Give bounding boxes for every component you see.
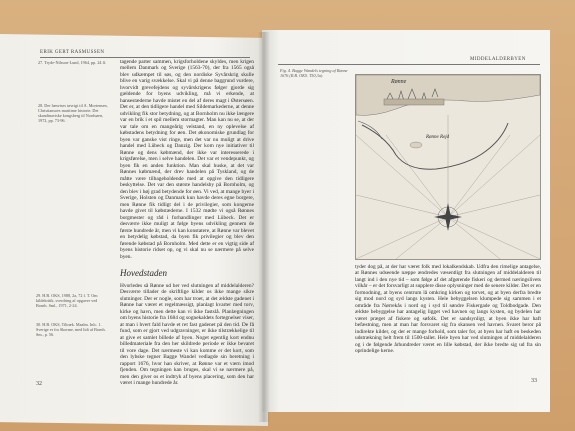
- right-paragraph: tyder dog på, at der har været folk med lokalkendskab. Udfra den rimelige antagelse, at Rønnes udseende næppe ændredes væsentligt fra slutningen af middelalderen til langt ind i den nye tid – som følge af det afgørende fiskeri og dermed næringslivets vilkår – er det forsvarligt at supplere disse oplysninger med de senere kilder. Det er en formodning, at byens centrum lå omkring kirken og torvet, og at byen derfra bredte sig mod nord og syd langs kysten. Hele bebyggelsen klumpede sig sammen i et område fra Nørrekås i nord og i syd til søndre Fiskergade og Toldbodgade. Den ældste bebyggelse har antagelig ligget ved havnen og langs kysten, og bydelen har været præget af fiskere og søfolk. Det er sandsynligt, at byen ikke har haft befæstning, men at man har forsvaret sig fra skansen ved havnen. Svaret beror på indirekte kilder, og der er mange forhold, som taler for, at byen har haft en beskeden udstrækning helt frem til 1500-tallet. Hele byen har ved slutningen af middelalderen og i de følgende århundreder været en lille købstad, der ikke bredte sig ud fra sin oprindelige kerne.: [355, 264, 541, 355]
- map-label-town: Rønne: [391, 79, 407, 85]
- right-running-header: MIDDELALDERBYEN: [470, 57, 526, 62]
- footnote-27: 27. Tryde-Nilsson-Lund, 1964, pp. 24 ff.: [38, 60, 107, 65]
- left-paragraph-1: tagende parter sammen, krigsforholdene skyldes, men krigen mellem Danmark og Sverige (1563-70), der fra 1565 også blev udkæmpet til søs, og den nordiske Syvårskrig skulle blive en varig svækkelse. Skal vi på denne baggrund vurdere, hvorvidt grevefejdens og syvårskrigens følger gjorde sig gældende for byens udvikling, må vi erkende, at hansestæderne havde mistet en del af deres magt i Østersøen. Det er, at den tidligere handel med Sildemarkederne, at denne udvikling fik stor betydning, og at Bornholm nu ikke længere var en brik i et spil mellem stormagter. Man kan nu se, at der var tale om en mangeårig velstand, en ny oplevelse af købstadens betydning for øen. Det økonomiske grundlag for byen var ganske vist ringe, men det var nu muligt at drive handel med Lübeck og Danzig. Der kom nye initiativer til Rønne og dens købmænd, der ikke var interesserede i krigsførelse, men i selve handelen. Det var et vendepunkt, og byen fik en anden funktion. Man skal huske, at det var Rønnes købmænd, der drev handelen på Tyskland, og de måtte være tilbageholdende med at opgive den tidligere beskyttelse. Det var den største handelsby på Bornholm, og den blev i høj grad betydende for øen. Vi ved, at mange byer i Sverige, Holsten og Danmark kun havde deres egne borgere, men Rønne fik tidligt del i de privilegier, som kongerne havde givet til købstæderne. I 1532 mødte vi også Rønnes borgmester og råd i forhandlinger med Lübeck. Det er desværre ikke muligt at følge byens udvikling gennem de første hundrede år, men vi kan konstatere, at Rønne var blevet en betydelig købstad, da byen fik privilegier og blev den førende købstad på Bornholm. Med dette er en vigtig side af byens historie ridset op, og vi skal nu se nærmere på selve byen.: [120, 59, 254, 260]
- map-figure: [355, 74, 541, 260]
- rønne-map-drawing: [356, 75, 540, 259]
- figure-caption: Fig. 4. Bagge Wandels tegning af Rønne 1676 (R.B. OKS. T50,3a).: [280, 68, 348, 79]
- book-gutter: [258, 32, 270, 422]
- left-page-number: 32: [36, 381, 42, 387]
- left-paragraph-2: Hvorledes så Rønne ud her ved slutningen af middelalderen? Desværre tillader de skriftlige kilder os ikke mange sikre slutninger. Der er nogle, som har troet, at det ældste gadenet i Rønne har været et regelmæssigt, planlagt kvarter med torv, kirke og havn, men dette kan vi ikke fastslå. Planlægningen om byens historie fra 1684 og sognekaldets fortegnelser viser, at man i hvert fald havde et ret fast gadenet på den tid. De få fund, som er gjort ved udgravninger, er ikke tilstrækkelige til at give et samlet billede af byen. Noget egentlig kort endnu billedmateriale fra den her skildrede periode er ikke bevaret til vore dage. Det nærmeste vi kan komme er det kort, som den lybske tegner Bagge Wandel vedlagde sin beretning i rapport 1676, hvor han skriver, at Rønne var et værn imod fjenden. Om tegningen kan bruges, skal vi se nærmere på, men den giver os et indtryk af byens placering, som den har været i mange hundrede år.: [120, 283, 254, 387]
- right-header-rule: [278, 64, 540, 65]
- left-running-header: ERIK GERT RASMUSSEN: [40, 50, 105, 55]
- right-page-number: 33: [531, 378, 537, 384]
- map-label-harbour: Rønne Rejd: [426, 135, 450, 140]
- footnote-28: 28. Der henvises iøvrigt til A. Mortensen, Christiansoes maritime historie. Det skandinaviske kongsberg til Nordsøen, 1972, pp. 73-96.: [38, 103, 108, 124]
- section-heading: Hovedstaden: [120, 268, 167, 278]
- footnote-30: 30. H.B. OKS, Tiltræk. Maalm. Inlc. 1. Sverige er fra Skorme, med lidt af Bornh. Sm., p. 56.: [36, 322, 106, 338]
- footnote-29: 29. H.B. OKS, 1988, 2a, 72 f. T. Om kildekritik, sverdring af opgaver ved Bornh. Sml., 1971, 2-24.: [36, 293, 98, 309]
- left-header-rule: [40, 57, 250, 58]
